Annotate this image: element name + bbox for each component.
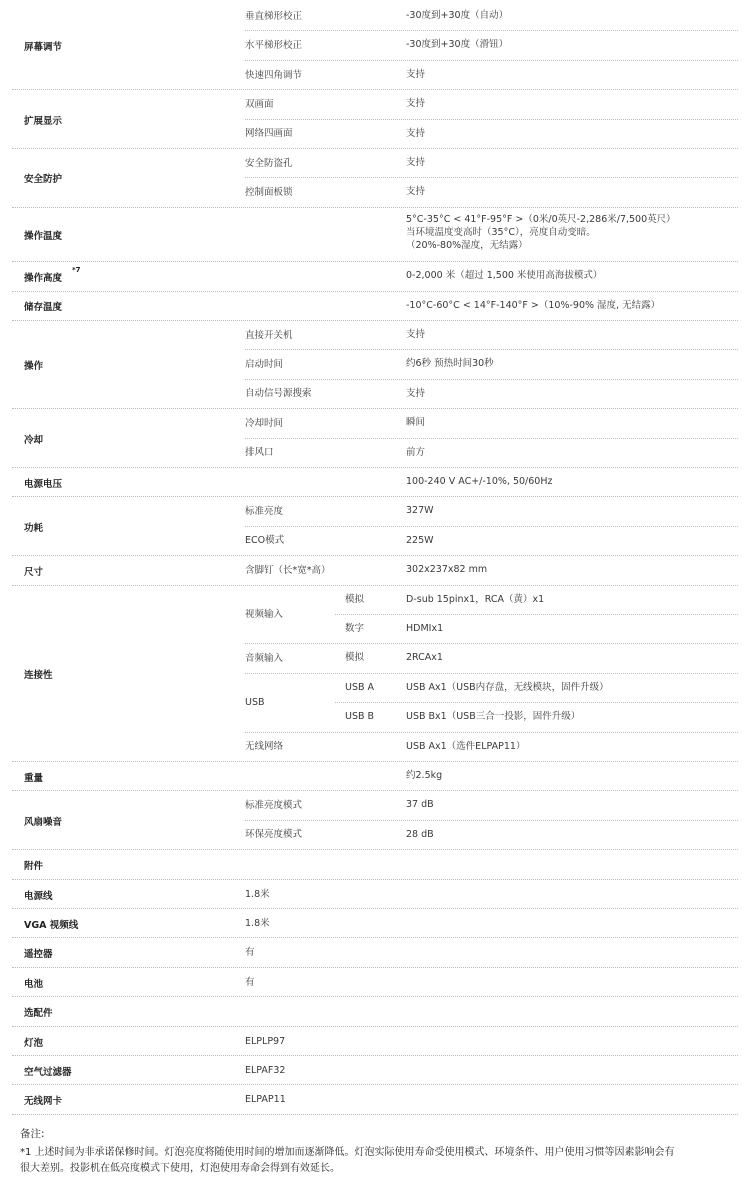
accessory-label: 遥控器 <box>24 949 53 961</box>
group-divider <box>12 148 738 149</box>
spec-sub-label: 网络四画面 <box>245 128 293 140</box>
spec-sub-label: 标准亮度 <box>245 506 284 518</box>
spec-value: 当环境温度变高时（35°C），亮度自动变暗。 <box>406 226 596 238</box>
spec-sub-label: 水平梯形校正 <box>245 40 303 52</box>
group-divider <box>12 585 738 586</box>
spec-sub-label: 排风口 <box>245 447 274 459</box>
spec-value: 支持 <box>406 328 426 340</box>
spec-value: 0-2,000 米（超过 1,500 米使用高海拔模式） <box>406 270 603 282</box>
group-divider <box>12 496 738 497</box>
category-label: 连接性 <box>24 669 53 681</box>
row-divider <box>245 673 738 674</box>
accessory-label: 灯泡 <box>24 1037 44 1049</box>
category-label: 冷却 <box>24 434 44 446</box>
row-divider <box>245 60 738 61</box>
spec-sub-label: 音频输入 <box>245 653 284 665</box>
spec-value: 37 dB <box>406 799 434 811</box>
spec-sub2-label: USB B <box>345 711 375 723</box>
spec-sub-label: 视频输入 <box>245 608 284 620</box>
accessory-label: 附件 <box>24 861 44 873</box>
row-divider <box>335 702 738 703</box>
spec-sub2-label: 数字 <box>345 622 365 634</box>
spec-sub-label: 环保亮度模式 <box>245 829 303 841</box>
spec-value: 327W <box>406 505 434 517</box>
accessory-label: 电池 <box>24 978 44 990</box>
spec-sub-label: USB <box>245 697 265 709</box>
spec-value: 28 dB <box>406 828 434 840</box>
group-divider <box>12 761 738 762</box>
spec-value: 100-240 V AC+/-10%, 50/60Hz <box>406 475 553 487</box>
category-label: 重量 <box>24 772 44 784</box>
spec-value: 302x237x82 mm <box>406 564 488 576</box>
accessory-divider <box>12 908 738 909</box>
category-label: 操作温度 <box>24 230 63 242</box>
category-label: 扩展显示 <box>24 115 63 127</box>
spec-value: -30度到+30度（自动） <box>406 10 509 21</box>
group-divider <box>12 291 738 292</box>
spec-value: 前方 <box>406 446 426 458</box>
row-divider <box>245 30 738 31</box>
accessory-label: 选配件 <box>24 1008 53 1020</box>
category-label: 储存温度 <box>24 302 63 314</box>
group-divider <box>12 89 738 90</box>
spec-sub2-label: USB A <box>345 681 375 693</box>
row-divider <box>245 526 738 527</box>
group-divider <box>12 467 738 468</box>
accessory-value: 1.8米 <box>245 917 270 929</box>
footnote-marker: *7 <box>72 265 81 274</box>
spec-sub-label: 含脚钉（长*宽*高） <box>245 564 331 576</box>
accessory-value: 有 <box>245 947 255 959</box>
spec-value: USB Ax1（USB内存盘，无线模块，固件升级） <box>406 681 609 693</box>
spec-sub-label: ECO模式 <box>245 535 285 547</box>
spec-sub-label: 自动信号源搜索 <box>245 388 312 400</box>
group-divider <box>12 790 738 791</box>
accessory-value: 1.8米 <box>245 888 270 900</box>
accessory-value: ELPAF32 <box>245 1064 286 1076</box>
spec-sub2-label: 模拟 <box>345 652 365 664</box>
category-label: 安全防护 <box>24 174 63 186</box>
spec-sub-label: 启动时间 <box>245 359 284 371</box>
notes-line-1: *1 上述时间为非承诺保修时间。灯泡亮度将随使用时间的增加而逐渐降低。灯泡实际使用寿命受使用模式、环境条件、用户使用习惯等因素影响会有 <box>20 1147 675 1158</box>
accessory-divider <box>12 1114 738 1115</box>
spec-value: 2RCAx1 <box>406 652 443 664</box>
spec-sub2-label: 模拟 <box>345 593 365 605</box>
spec-value: 约6秒 预热时间30秒 <box>406 358 494 370</box>
category-label: 操作高度 <box>24 272 63 284</box>
spec-value: 225W <box>406 534 434 546</box>
accessory-divider <box>12 996 738 997</box>
accessory-divider <box>12 1055 738 1056</box>
spec-value: （20%-80%湿度，无结露） <box>406 239 528 251</box>
category-label: 尺寸 <box>24 566 44 578</box>
category-label: 屏幕调节 <box>24 42 63 54</box>
spec-value: D-sub 15pinx1，RCA（黄）x1 <box>406 593 545 605</box>
accessory-divider <box>12 1084 738 1085</box>
spec-value: 支持 <box>406 387 426 399</box>
spec-sub-label: 安全防盗孔 <box>245 157 293 169</box>
spec-sub-label: 标准亮度模式 <box>245 800 303 812</box>
accessory-divider <box>12 967 738 968</box>
spec-sub-label: 冷却时间 <box>245 417 284 429</box>
spec-sub-label: 快速四角调节 <box>245 69 303 81</box>
row-divider <box>245 349 738 350</box>
category-label: 操作 <box>24 361 44 373</box>
row-divider <box>245 820 738 821</box>
spec-value: 约2.5kg <box>406 769 443 781</box>
accessory-label: VGA 视频线 <box>24 919 79 931</box>
row-divider <box>245 379 738 380</box>
spec-sub-label: 垂直梯形校正 <box>245 10 303 22</box>
group-divider <box>12 207 738 208</box>
group-divider <box>12 320 738 321</box>
spec-sub-label: 无线网络 <box>245 741 284 753</box>
spec-value: HDMIx1 <box>406 622 444 634</box>
accessory-label: 电源线 <box>24 890 53 902</box>
row-divider <box>245 643 738 644</box>
spec-value: 支持 <box>406 68 426 80</box>
notes-title: 备注: <box>20 1128 45 1140</box>
accessory-value: ELPLP97 <box>245 1035 286 1047</box>
accessory-label: 无线网卡 <box>24 1096 63 1108</box>
row-divider <box>245 119 738 120</box>
accessory-divider <box>12 1026 738 1027</box>
spec-sub-label: 直接开关机 <box>245 329 293 341</box>
accessory-divider <box>12 937 738 938</box>
category-label: 电源电压 <box>24 478 63 490</box>
category-label: 风扇噪音 <box>24 816 63 828</box>
row-divider <box>335 614 738 615</box>
notes-line-2: 很大差别。投影机在低亮度模式下使用，灯泡使用寿命会得到有效延长。 <box>20 1163 340 1174</box>
spec-value: -30度到+30度（滑钮） <box>406 39 509 51</box>
spec-value: 瞬间 <box>406 417 426 429</box>
category-label: 功耗 <box>24 522 44 534</box>
footnote-marker-holder <box>72 266 81 277</box>
row-divider <box>245 177 738 178</box>
spec-sub-label: 双画面 <box>245 98 274 110</box>
accessory-divider <box>12 879 738 880</box>
spec-value: 5°C-35°C < 41°F-95°F >（0米/0英尺-2,286米/7,500英尺） <box>406 213 676 225</box>
accessory-label: 空气过滤器 <box>24 1066 72 1078</box>
spec-value: USB Bx1（USB三合一投影，固件升级） <box>406 711 581 723</box>
spec-value: -10°C-60°C < 14°F-140°F >（10%-90% 湿度, 无结露） <box>406 299 661 311</box>
group-divider <box>12 849 738 850</box>
row-divider <box>245 732 738 733</box>
group-divider <box>12 261 738 262</box>
accessory-value: 有 <box>245 976 255 988</box>
spec-sub-label: 控制面板锁 <box>245 187 293 199</box>
row-divider <box>245 438 738 439</box>
accessory-value: ELPAP11 <box>245 1094 286 1106</box>
group-divider <box>12 408 738 409</box>
group-divider <box>12 555 738 556</box>
spec-value: 支持 <box>406 127 426 139</box>
spec-value: USB Ax1（选件ELPAP11） <box>406 740 526 752</box>
spec-value: 支持 <box>406 186 426 198</box>
spec-value: 支持 <box>406 98 426 110</box>
spec-value: 支持 <box>406 157 426 168</box>
